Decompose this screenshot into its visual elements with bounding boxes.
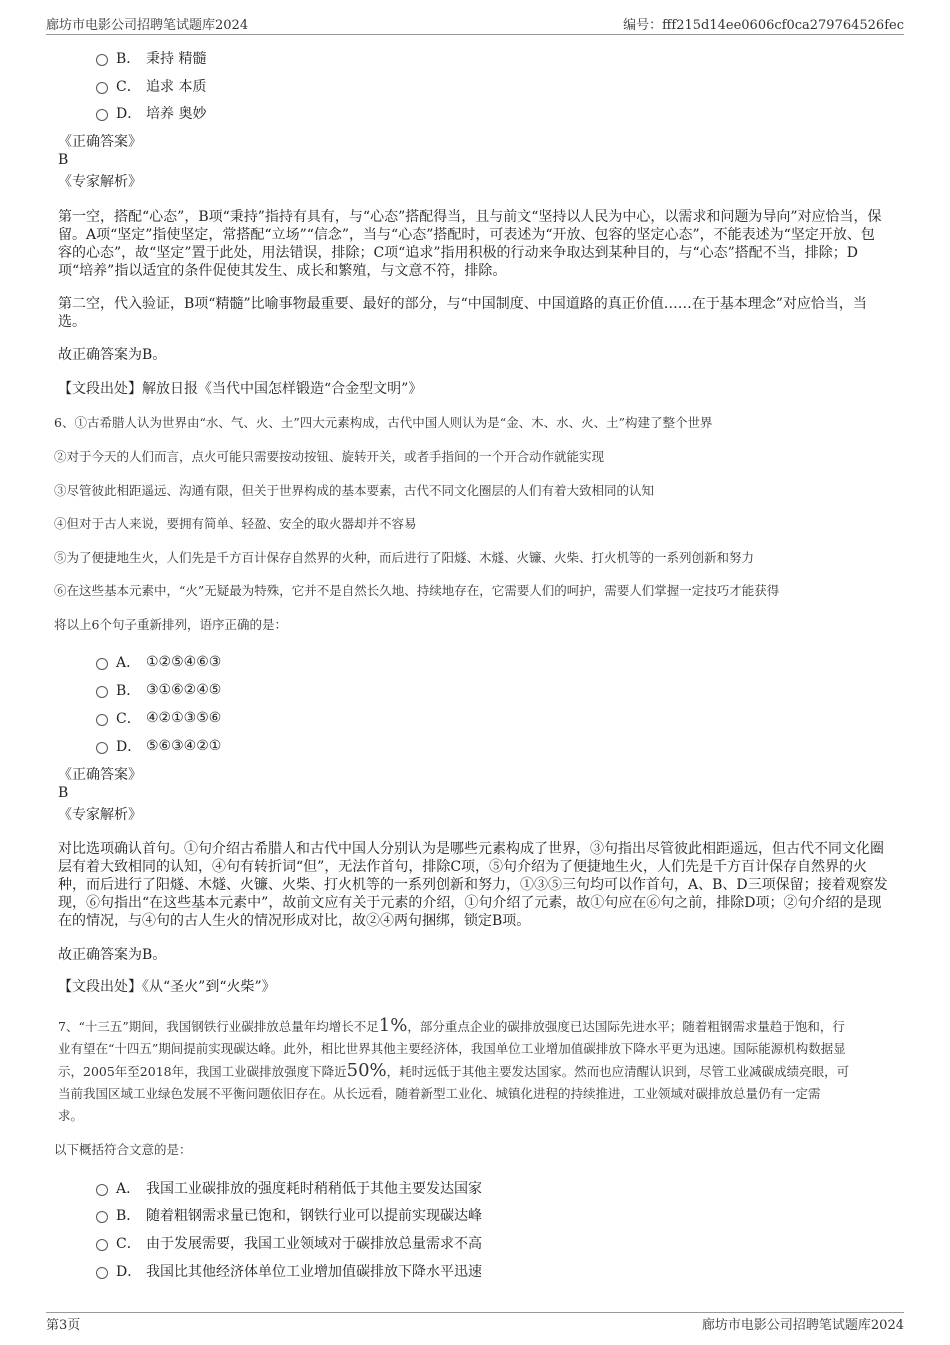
q5-option-b[interactable]: B． 秉持 精髓 (96, 48, 206, 68)
q6-analysis-p1: 对比选项确认首句。①句介绍古希腊人和古代中国人分别认为是哪些元素构成了世界，③句指出尽管彼此相距遥远，但古代不同文化圈层有着大致相同的认知，④句有转折词“但”，无法作首句，排除C项，⑤句介绍为了便捷地生火，人们先是千方百计保存自然界的火种，而后进行了阳燧、木燧、火镰、火柴、打火机等的一系列创新和努力，①③⑤三句均可以作首句，A、B、D三项保留；接着观察发现，⑥句指出“在这些基本元素中”，故前文应有关于元素的介绍，①句介绍了元素，故①句应在⑥句之前，排除D项；②句介绍的是现在的情况，与④句的古人生火的情况形成对比，故②④两句捆绑，锁定B项。 (58, 841, 888, 929)
q7-option-b[interactable]: B． 随着粗钢需求量已饱和，钢铁行业可以提前实现碳达峰 (96, 1205, 482, 1225)
q6-answer-label: 《正确答案》 (58, 767, 142, 783)
q5-conclusion: 故正确答案为B。 (58, 347, 167, 363)
q6-sentence-4: ④但对于古人来说，要拥有简单、轻盈、安全的取火器却并不容易 (54, 516, 417, 531)
q6-prompt: 将以上6个句子重新排列，语序正确的是： (54, 617, 287, 632)
option-text: ③①⑥②④⑤ (146, 682, 222, 698)
q6-option-c[interactable]: C． ④②①③⑤⑥ (96, 708, 221, 728)
option-text: 我国工业碳排放的强度耗时稍稍低于其他主要发达国家 (146, 1181, 482, 1197)
q6-sentence-6: ⑥在这些基本元素中，“火”无疑最为特殊，它并不是自然长久地、持续地存在，它需要人们的呵护，需要人们掌握一定技巧才能获得 (54, 583, 780, 598)
document-id: 编号：fff215d14ee0606cf0ca279764526fec (623, 18, 904, 33)
q7-prompt: 以下概括符合文意的是： (54, 1142, 192, 1157)
percent-1: 1% (378, 1015, 408, 1036)
radio-icon[interactable] (96, 714, 108, 726)
radio-icon[interactable] (96, 742, 108, 754)
q5-analysis-p1: 第一空，搭配“心态”，B项“秉持”指持有具有，与“心态”搭配得当，且与前文“坚持以人民为中心，以需求和问题为导向”对应恰当，保留。A项“坚定”指使坚定，常搭配“立场”“信念”，当与“心态”搭配时，可表述为“开放、包容的坚定心态”，不能表述为“坚定开放、包容的心态”，故“坚定”置于此处，用法错误，排除；C项“追求”指用积极的行动来争取达到某种目的，与“心态”搭配不当，排除；D项“培养”指以适宜的条件促使其发生、成长和繁殖，与文意不符，排除。 (58, 209, 882, 279)
header-title: 廊坊市电影公司招聘笔试题库2024 (46, 18, 249, 33)
option-text: ⑤⑥③④②① (146, 738, 222, 754)
q6-answer: B (58, 785, 69, 801)
option-text: ④②①③⑤⑥ (146, 710, 222, 726)
q6-sentence-5: ⑤为了便捷地生火，人们先是千方百计保存自然界的火种，而后进行了阳燧、木燧、火镰、火柴、打火机等的一系列创新和努力 (54, 550, 755, 565)
q6-option-d[interactable]: D． ⑤⑥③④②① (96, 736, 221, 756)
radio-icon[interactable] (96, 658, 108, 670)
option-text: 随着粗钢需求量已饱和，钢铁行业可以提前实现碳达峰 (146, 1208, 482, 1224)
option-text: 培养 奥妙 (146, 106, 207, 122)
q7-option-a[interactable]: A． 我国工业碳排放的强度耗时稍稍低于其他主要发达国家 (96, 1178, 482, 1198)
option-text: 我国比其他经济体单位工业增加值碳排放下降水平迅速 (146, 1264, 482, 1280)
q5-analysis-p2: 第二空，代入验证，B项“精髓”比喻事物最重要、最好的部分，与“中国制度、中国道路的真正价值……在于基本理念”对应恰当，当选。 (58, 296, 867, 330)
q5-answer: B (58, 152, 69, 168)
radio-icon[interactable] (96, 686, 108, 698)
q7-option-c[interactable]: C． 由于发展需要，我国工业领域对于碳排放总量需求不高 (96, 1233, 482, 1253)
radio-icon[interactable] (96, 1267, 108, 1279)
page-number: 第3页 (46, 1318, 81, 1333)
q5-option-c[interactable]: C． 追求 本质 (96, 76, 206, 96)
q7-option-d[interactable]: D． 我国比其他经济体单位工业增加值碳排放下降水平迅速 (96, 1261, 482, 1281)
percent-2: 50% (346, 1060, 387, 1081)
q5-option-d[interactable]: D． 培养 奥妙 (96, 103, 206, 123)
footer-divider (46, 1312, 904, 1313)
radio-icon[interactable] (96, 1211, 108, 1223)
q6-conclusion: 故正确答案为B。 (58, 947, 167, 963)
q7-stem: 7、“十三五”期间，我国钢铁行业碳排放总量年均增长不足1%，部分重点企业的碳排放强度已达国际先进水平；随着粗钢需求量趋于饱和，行 业有望在“十四五”期间提前实现碳达峰。此外，相比世界其他主要经济体，我国单位工业增加值碳排放下降水平更为迅速。国际能源机构数据显 示，2005年至2018年，我国工业碳排放强度下降近50%，耗时远低于其他主要发达国家。然而也应清醒认识到，尽管工业减碳成绩亮眼，可 当前我国区域工业绿色发展不平衡问题依旧存在。从长远看，随着新型工业化、城镇化进程的持续推进，工业领域对碳排放总量仍有一定需 求。 (58, 1015, 850, 1123)
q6-option-a[interactable]: A． ①②⑤④⑥③ (96, 652, 221, 672)
q6-option-b[interactable]: B． ③①⑥②④⑤ (96, 680, 221, 700)
q6-sentence-1: 6、①古希腊人认为世界由“水、气、火、土”四大元素构成，古代中国人则认为是“金、木、水、火、土”构建了整个世界 (54, 415, 713, 430)
radio-icon[interactable] (96, 54, 108, 66)
q5-analysis-label: 《专家解析》 (58, 174, 142, 190)
option-text: 秉持 精髓 (146, 51, 207, 67)
q5-answer-label: 《正确答案》 (58, 134, 142, 150)
radio-icon[interactable] (96, 1184, 108, 1196)
option-text: 追求 本质 (146, 79, 207, 95)
radio-icon[interactable] (96, 82, 108, 94)
q6-analysis-label: 《专家解析》 (58, 807, 142, 823)
q5-source: 【文段出处】解放日报《当代中国怎样锻造“合金型文明”》 (58, 381, 423, 397)
option-text: 由于发展需要，我国工业领域对于碳排放总量需求不高 (146, 1236, 482, 1252)
header-divider (46, 34, 904, 35)
option-text: ①②⑤④⑥③ (146, 654, 222, 670)
q6-sentence-3: ③尽管彼此相距遥远、沟通有限，但关于世界构成的基本要素，古代不同文化圈层的人们有着大致相同的认知 (54, 483, 655, 498)
footer-title: 廊坊市电影公司招聘笔试题库2024 (701, 1318, 904, 1333)
q6-source: 【文段出处】《从“圣火”到“火柴”》 (58, 979, 276, 995)
radio-icon[interactable] (96, 1239, 108, 1251)
q6-sentence-2: ②对于今天的人们而言，点火可能只需要按动按钮、旋转开关，或者手指间的一个开合动作就能实现 (54, 449, 605, 464)
radio-icon[interactable] (96, 109, 108, 121)
